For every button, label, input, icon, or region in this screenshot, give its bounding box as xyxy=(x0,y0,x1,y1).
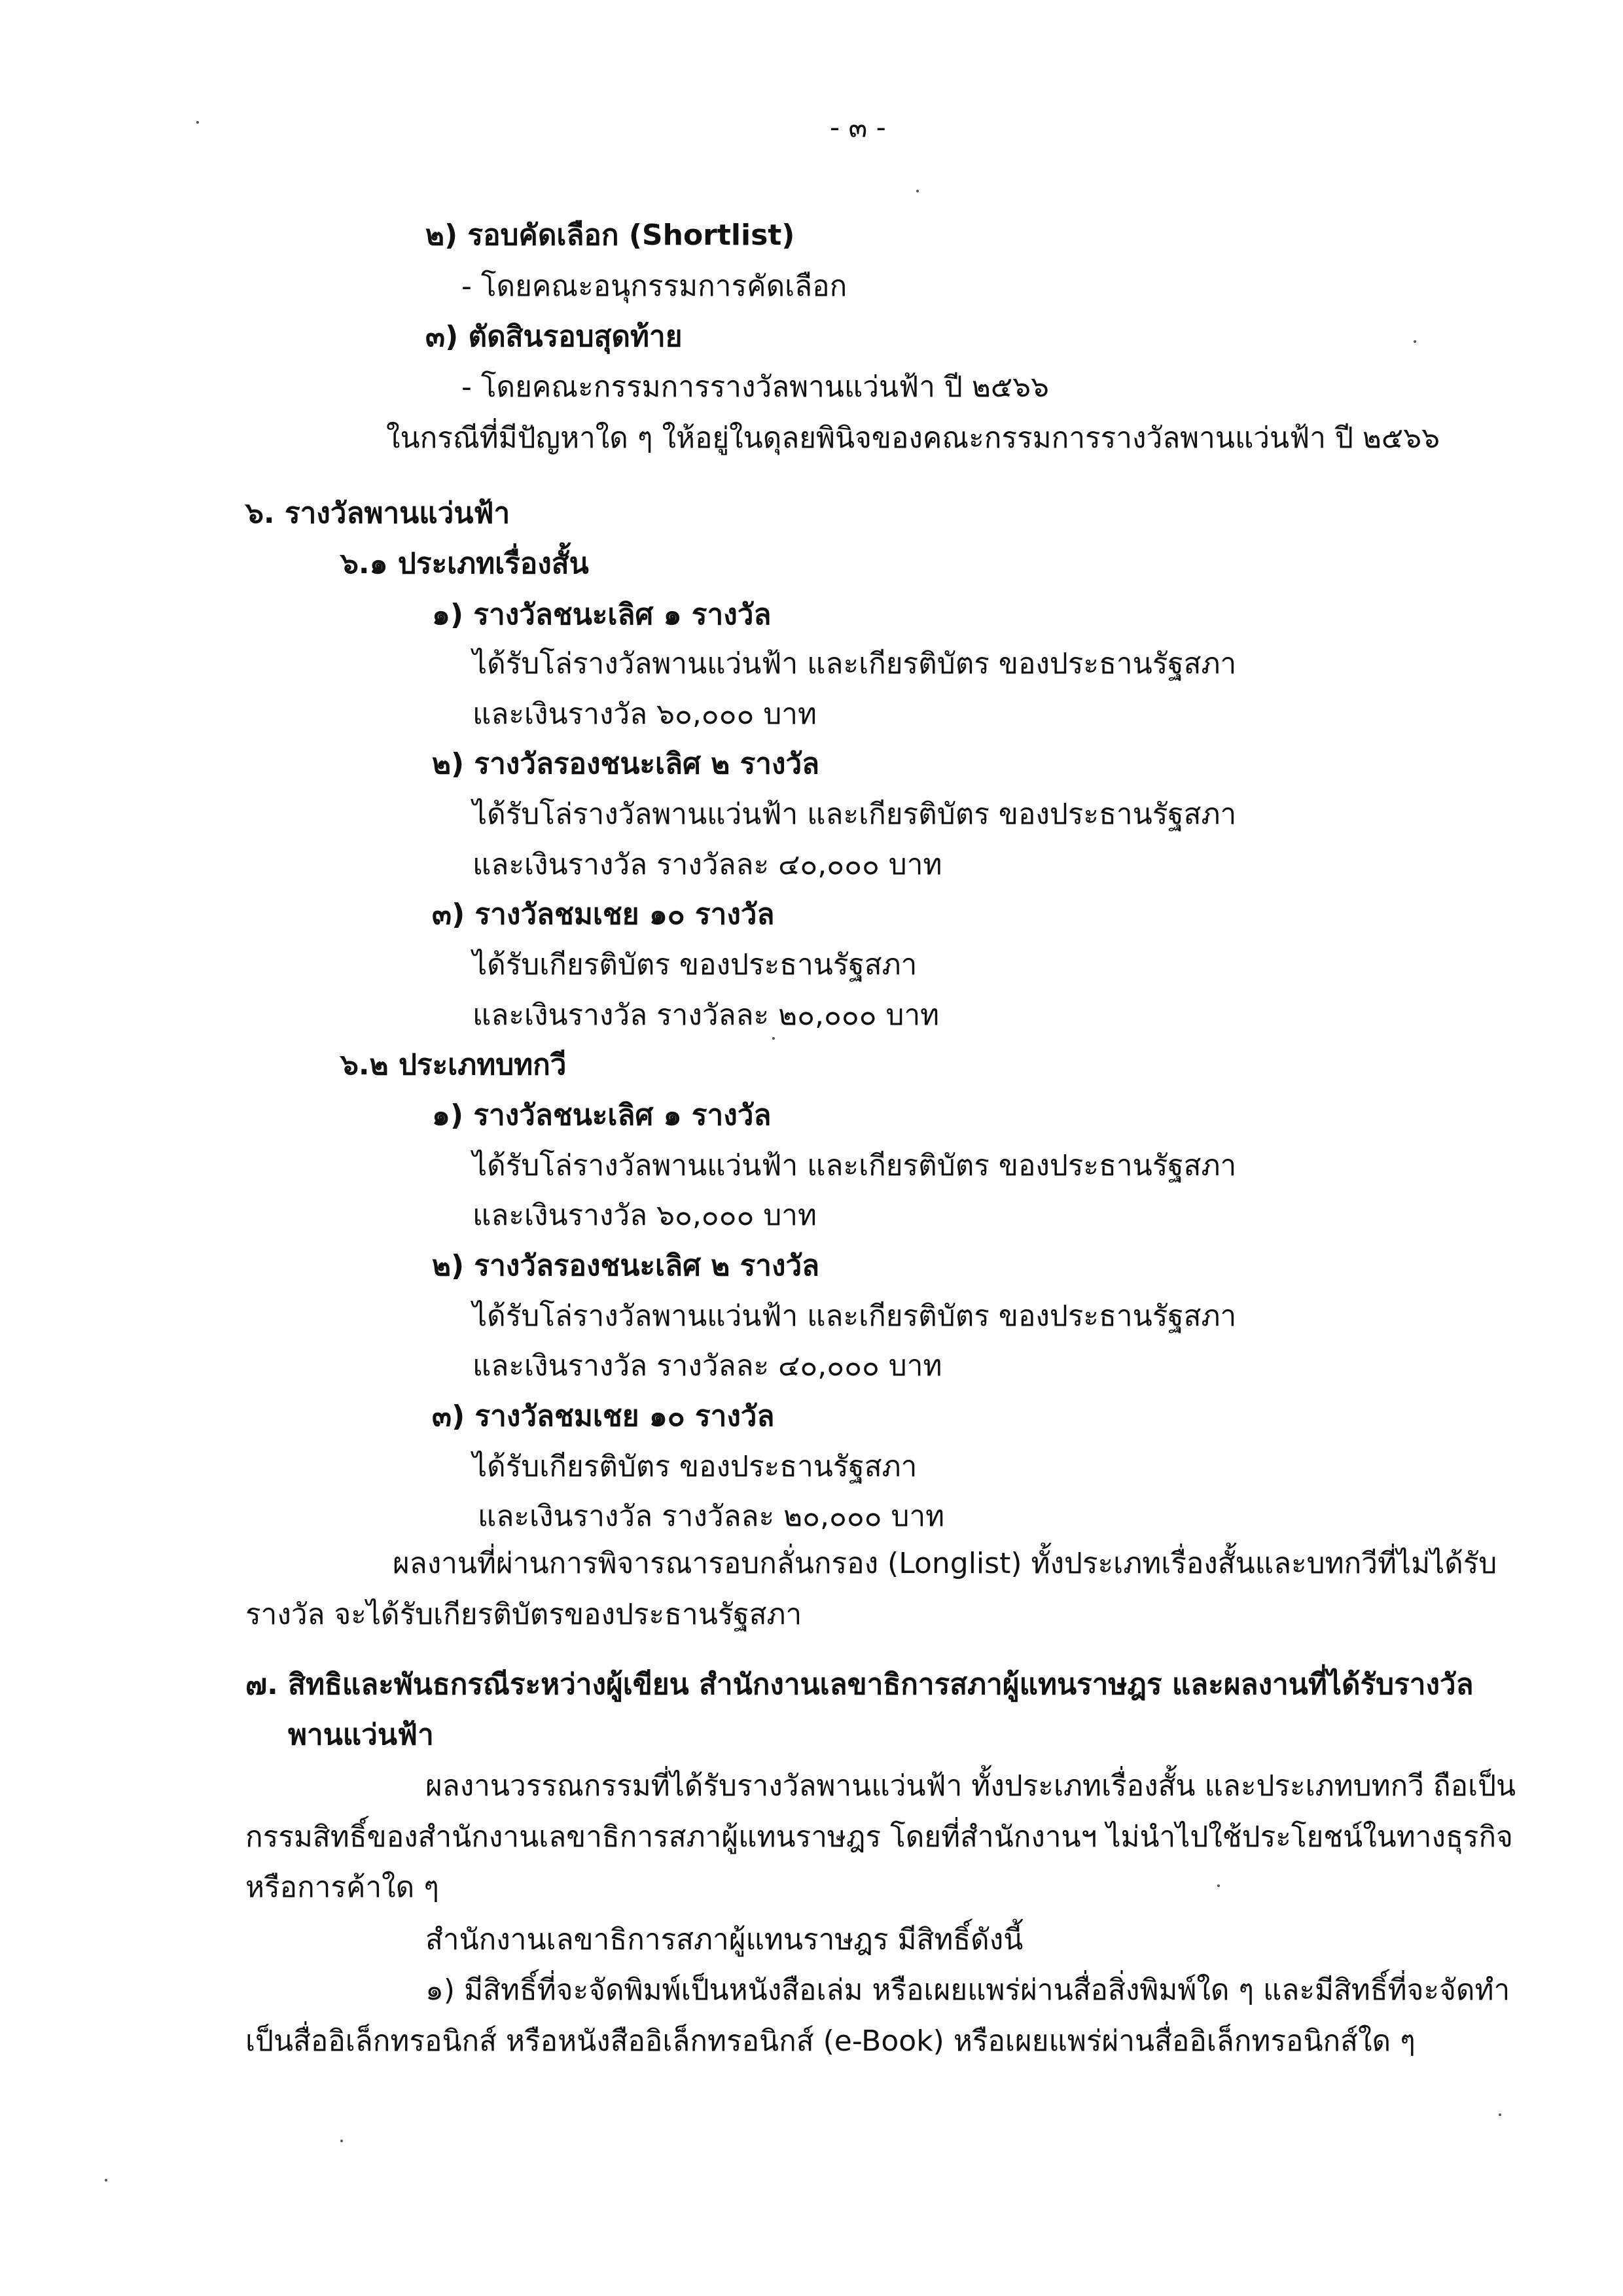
short-story-prize3-line1: ได้รับเกียรติบัตร ของประธานรัฐสภา xyxy=(473,948,918,981)
section5-note: ในกรณีที่มีปัญหาใด ๆ ให้อยู่ในดุลยพินิจของคณะกรรมการรางวัลพานแว่นฟ้า ปี ๒๕๖๖ xyxy=(386,421,1440,455)
step3-detail: - โดยคณะกรรมการรางวัลพานแว่นฟ้า ปี ๒๕๖๖ xyxy=(461,370,1049,404)
right1-line2: เป็นสื่ออิเล็กทรอนิกส์ หรือหนังสืออิเล็กทรอนิกส์ (e-Book) หรือเผยแพร่ผ่านสื่ออิเล็กทรอนิกส์ใด ๆ xyxy=(245,2024,1416,2058)
poetry-prize3-line1: ได้รับเกียรติบัตร ของประธานรัฐสภา xyxy=(473,1450,918,1483)
step2-detail: - โดยคณะอนุกรรมการคัดเลือก xyxy=(461,270,847,303)
short-story-prize1-line2: และเงินรางวัล ๖๐,๐๐๐ บาท xyxy=(473,698,817,731)
poetry-prize1-line1: ได้รับโล่รางวัลพานแว่นฟ้า และเกียรติบัตร ของประธานรัฐสภา xyxy=(473,1149,1237,1182)
short-story-prize2-line1: ได้รับโล่รางวัลพานแว่นฟ้า และเกียรติบัตร ของประธานรัฐสภา xyxy=(473,798,1237,831)
longlist-note-line1: ผลงานที่ผ่านการพิจารณารอบกลั่นกรอง (Longlist) ทั้งประเภทเรื่องสั้นและบทกวีที่ไม่ได้รับ xyxy=(393,1547,1497,1580)
scan-speck xyxy=(1499,2113,1501,2116)
section7-title-line2: พานแว่นฟ้า xyxy=(288,1718,434,1752)
poetry-prize1-line2: และเงินรางวัล ๖๐,๐๐๐ บาท xyxy=(473,1199,817,1232)
step3-title: ๓) ตัดสินรอบสุดท้าย xyxy=(425,320,683,353)
poetry-title: ๖.๒ ประเภทบทกวี xyxy=(340,1048,567,1082)
section7-para1-line2: กรรมสิทธิ์ของสำนักงานเลขาธิการสภาผู้แทนราษฎร โดยที่สำนักงานฯ ไม่นำไปใช้ประโยชน์ในทางธุรกิจ xyxy=(245,1820,1513,1854)
poetry-prize3-title: ๓) รางวัลชมเชย ๑๐ รางวัล xyxy=(432,1400,775,1433)
scan-speck xyxy=(916,190,919,192)
longlist-note-line2: รางวัล จะได้รับเกียรติบัตรของประธานรัฐสภา xyxy=(245,1598,802,1631)
poetry-prize3-line2: และเงินรางวัล รางวัลละ ๒๐,๐๐๐ บาท xyxy=(478,1500,945,1533)
short-story-title: ๖.๑ ประเภทเรื่องสั้น xyxy=(340,547,589,580)
short-story-prize1-line1: ได้รับโล่รางวัลพานแว่นฟ้า และเกียรติบัตร ของประธานรัฐสภา xyxy=(473,647,1237,680)
right1-line1: ๑) มีสิทธิ์ที่จะจัดพิมพ์เป็นหนังสือเล่ม หรือเผยแพร่ผ่านสื่อสิ่งพิมพ์ใด ๆ และมีสิทธิ์ที่จะจัดทำ xyxy=(425,1973,1510,2007)
poetry-prize2-line2: และเงินรางวัล รางวัลละ ๔๐,๐๐๐ บาท xyxy=(473,1349,942,1383)
short-story-prize2-line2: และเงินรางวัล รางวัลละ ๔๐,๐๐๐ บาท xyxy=(473,848,942,881)
section7-title-line1: ๗. สิทธิและพันธกรณีระหว่างผู้เขียน สำนักงานเลขาธิการสภาผู้แทนราษฎร และผลงานที่ได้รับรางวัล xyxy=(245,1668,1474,1701)
poetry-prize1-title: ๑) รางวัลชนะเลิศ ๑ รางวัล xyxy=(432,1099,772,1132)
rights-intro: สำนักงานเลขาธิการสภาผู้แทนราษฎร มีสิทธิ์ดังนี้ xyxy=(425,1923,1024,1956)
scan-speck xyxy=(196,121,199,124)
scan-speck xyxy=(1414,340,1416,343)
section6-title: ๖. รางวัลพานแว่นฟ้า xyxy=(245,497,510,530)
poetry-prize2-line1: ได้รับโล่รางวัลพานแว่นฟ้า และเกียรติบัตร ของประธานรัฐสภา xyxy=(473,1299,1237,1333)
page-number: - ๓ - xyxy=(830,111,886,143)
scan-speck xyxy=(772,1037,775,1040)
scan-speck xyxy=(105,2179,107,2181)
short-story-prize1-title: ๑) รางวัลชนะเลิศ ๑ รางวัล xyxy=(432,598,772,631)
scan-speck xyxy=(340,2140,343,2142)
step2-title: ๒) รอบคัดเลือก (Shortlist) xyxy=(425,219,795,252)
short-story-prize2-title: ๒) รางวัลรองชนะเลิศ ๒ รางวัล xyxy=(432,747,820,781)
scan-speck xyxy=(1217,1884,1220,1887)
section7-para1-line1: ผลงานวรรณกรรมที่ได้รับรางวัลพานแว่นฟ้า ทั้งประเภทเรื่องสั้น และประเภทบทกวี ถือเป็น xyxy=(425,1769,1516,1803)
poetry-prize2-title: ๒) รางวัลรองชนะเลิศ ๒ รางวัล xyxy=(432,1249,820,1282)
section7-para1-line3: หรือการค้าใด ๆ xyxy=(245,1871,439,1904)
short-story-prize3-title: ๓) รางวัลชมเชย ๑๐ รางวัล xyxy=(432,898,775,931)
short-story-prize3-line2: และเงินรางวัล รางวัลละ ๒๐,๐๐๐ บาท xyxy=(473,998,940,1032)
